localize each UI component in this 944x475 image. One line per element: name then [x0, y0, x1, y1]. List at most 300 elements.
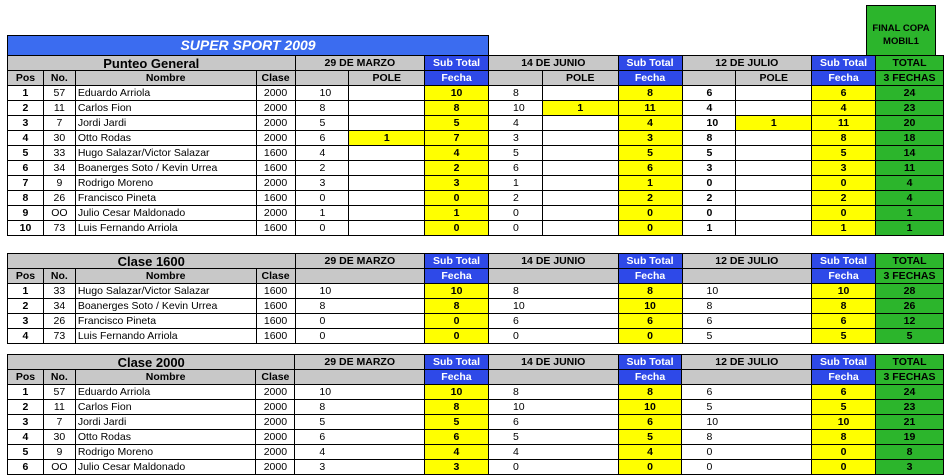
table-row [8, 221, 944, 236]
race-points-cell: 6 [682, 314, 812, 329]
car-number-cell: 11 [43, 101, 75, 116]
pole-cell [542, 116, 618, 131]
pole-cell [349, 146, 425, 161]
subtotal-header: Sub Total [618, 355, 682, 370]
pole-cell [349, 116, 425, 131]
table-row [8, 131, 944, 146]
date-header: 14 DE JUNIO [489, 56, 619, 71]
driver-name-cell: Luis Fernando Arriola [75, 221, 256, 236]
driver-name-cell: Jordi Jardi [75, 415, 256, 430]
driver-name-cell: Francisco Pineta [75, 314, 256, 329]
pole-cell [349, 176, 425, 191]
position-cell: 2 [8, 101, 44, 116]
class-cell: 2000 [256, 101, 295, 116]
name-header: Nombre [75, 71, 256, 86]
subtotal-cell: 4 [425, 146, 489, 161]
subtotal-cell: 3 [812, 161, 876, 176]
class-cell: 1600 [256, 161, 295, 176]
driver-name-cell: Eduardo Arriola [75, 385, 256, 400]
subtotal-cell: 8 [618, 86, 682, 101]
pos-header: Pos [8, 370, 44, 385]
pole-cell: 1 [349, 131, 425, 146]
subtotal-cell: 3 [425, 460, 489, 475]
pole-cell [542, 146, 618, 161]
total-cell: 20 [875, 116, 943, 131]
race-points-cell: 6 [295, 430, 425, 445]
total-cell: 21 [876, 415, 944, 430]
fecha-header: Fecha [425, 269, 489, 284]
pole-cell [349, 206, 425, 221]
subtotal-cell: 0 [618, 206, 682, 221]
subtotal-cell: 2 [425, 161, 489, 176]
fecha-header: Fecha [618, 269, 682, 284]
table-row [8, 161, 944, 176]
race-points-cell: 0 [295, 314, 425, 329]
class-header: Clase [256, 370, 295, 385]
subtotal-header: Sub Total [618, 56, 682, 71]
section-heading: Clase 2000 [8, 355, 295, 370]
car-number-cell: 73 [43, 329, 75, 344]
race-points-cell: 10 [295, 86, 349, 101]
driver-name-cell: Rodrigo Moreno [75, 445, 256, 460]
pole-cell: 1 [736, 116, 812, 131]
table-row [8, 86, 944, 101]
pole-cell [736, 221, 812, 236]
position-cell: 6 [8, 161, 44, 176]
car-number-cell: OO [43, 460, 75, 475]
class-cell: 2000 [256, 116, 295, 131]
race-points-cell: 0 [489, 206, 543, 221]
subtotal-cell: 10 [618, 299, 682, 314]
subtotal-header: Sub Total [812, 56, 876, 71]
race-points-cell: 8 [488, 385, 618, 400]
race-points-cell: 0 [682, 206, 736, 221]
pole-cell [349, 161, 425, 176]
subtotal-cell: 5 [618, 430, 682, 445]
class-cell: 1600 [256, 284, 295, 299]
race-points-cell: 0 [488, 460, 618, 475]
position-cell: 2 [8, 400, 44, 415]
subtotal-cell: 5 [425, 415, 489, 430]
subtotal-cell: 4 [812, 101, 876, 116]
total-header: TOTAL [876, 355, 944, 370]
subtotal-cell: 1 [618, 176, 682, 191]
subtotal-cell: 3 [425, 176, 489, 191]
subtotal-cell: 11 [812, 116, 876, 131]
car-number-cell: 26 [43, 314, 75, 329]
car-number-cell: 33 [43, 146, 75, 161]
subtotal-cell: 4 [618, 116, 682, 131]
race-points-cell: 0 [682, 460, 812, 475]
subtotal-header: Sub Total [425, 254, 489, 269]
class-cell: 2000 [256, 86, 295, 101]
driver-name-cell: Rodrigo Moreno [75, 176, 256, 191]
subtotal-cell: 6 [618, 314, 682, 329]
class-cell: 2000 [256, 206, 295, 221]
pole-cell [736, 101, 812, 116]
class-header: Clase [256, 71, 295, 86]
race-points-cell: 10 [682, 116, 736, 131]
class-1600-table [7, 253, 944, 344]
total-header: TOTAL [875, 56, 943, 71]
total-cell: 23 [876, 400, 944, 415]
date-header: 29 DE MARZO [295, 56, 425, 71]
subtotal-cell: 10 [812, 415, 876, 430]
pos-header: Pos [8, 71, 44, 86]
subtotal-header: Sub Total [618, 254, 682, 269]
table-row [8, 116, 944, 131]
position-cell: 3 [8, 314, 44, 329]
pole-cell: 1 [542, 101, 618, 116]
final-copa-label: FINAL COPA [872, 23, 930, 34]
class-cell: 2000 [256, 445, 295, 460]
race-points-cell: 0 [295, 329, 425, 344]
race-points-cell: 5 [682, 400, 812, 415]
car-number-cell: 57 [43, 385, 75, 400]
total-cell: 12 [875, 314, 943, 329]
subtotal-cell: 6 [812, 314, 876, 329]
subtotal-cell: 1 [425, 206, 489, 221]
total-cell: 5 [875, 329, 943, 344]
date-header: 14 DE JUNIO [489, 254, 619, 269]
tres-fechas-header: 3 FECHAS [876, 370, 944, 385]
total-cell: 23 [875, 101, 943, 116]
total-cell: 1 [875, 206, 943, 221]
class-cell: 1600 [256, 299, 295, 314]
pole-cell [542, 86, 618, 101]
table-row [8, 101, 944, 116]
pole-cell [542, 191, 618, 206]
subtotal-header: Sub Total [425, 56, 489, 71]
race-points-cell: 0 [682, 176, 736, 191]
car-number-cell: 7 [43, 116, 75, 131]
race-points-cell: 10 [682, 415, 812, 430]
position-cell: 3 [8, 415, 44, 430]
pole-cell [542, 161, 618, 176]
fecha-header: Fecha [425, 370, 489, 385]
pole-header: POLE [736, 71, 812, 86]
driver-name-cell: Otto Rodas [75, 131, 256, 146]
total-cell: 24 [875, 86, 943, 101]
total-cell: 19 [876, 430, 944, 445]
driver-name-cell: Hugo Salazar/Victor Salazar [75, 284, 256, 299]
subtotal-cell: 0 [618, 460, 682, 475]
race-points-cell: 1 [489, 176, 543, 191]
total-header: TOTAL [875, 254, 943, 269]
subtotal-cell: 5 [812, 329, 876, 344]
race-points-cell: 5 [682, 329, 812, 344]
race-points-cell: 0 [295, 221, 349, 236]
pole-cell [736, 176, 812, 191]
section-heading: Punteo General [8, 56, 296, 71]
total-cell: 8 [876, 445, 944, 460]
race-points-cell: 8 [489, 284, 619, 299]
fecha-header: Fecha [425, 71, 489, 86]
subtotal-cell: 0 [425, 314, 489, 329]
date-header: 12 DE JULIO [682, 56, 812, 71]
tres-fechas-header: 3 FECHAS [875, 269, 943, 284]
mobil1-label: MOBIL1 [883, 36, 919, 47]
pole-cell [736, 86, 812, 101]
subtotal-cell: 1 [812, 221, 876, 236]
race-points-cell: 8 [682, 131, 736, 146]
race-points-cell: 6 [295, 131, 349, 146]
subtotal-cell: 8 [425, 101, 489, 116]
subtotal-cell: 0 [812, 460, 876, 475]
subtotal-cell: 6 [812, 86, 876, 101]
position-cell: 4 [8, 329, 44, 344]
subtotal-cell: 2 [618, 191, 682, 206]
total-cell: 4 [875, 176, 943, 191]
pole-header: POLE [542, 71, 618, 86]
pole-cell [736, 191, 812, 206]
race-points-cell: 8 [295, 299, 425, 314]
class-cell: 1600 [256, 191, 295, 206]
pole-cell [349, 221, 425, 236]
fecha-header: Fecha [812, 71, 876, 86]
subtotal-header: Sub Total [812, 254, 876, 269]
class-cell: 1600 [256, 221, 295, 236]
fecha-header: Fecha [618, 71, 682, 86]
pole-cell [349, 86, 425, 101]
race-points-cell: 10 [295, 284, 425, 299]
subtotal-cell: 3 [618, 131, 682, 146]
car-number-cell: 34 [43, 161, 75, 176]
subtotal-cell: 4 [618, 445, 682, 460]
race-points-cell: 4 [295, 146, 349, 161]
subtotal-cell: 10 [618, 400, 682, 415]
race-points-cell: 5 [488, 430, 618, 445]
subtotal-cell: 0 [618, 329, 682, 344]
driver-name-cell: Luis Fernando Arriola [75, 329, 256, 344]
car-number-cell: 9 [43, 445, 75, 460]
name-header: Nombre [75, 370, 256, 385]
subtotal-header: Sub Total [812, 355, 876, 370]
position-cell: 1 [8, 86, 44, 101]
race-points-cell: 8 [295, 101, 349, 116]
class-cell: 1600 [256, 329, 295, 344]
car-number-cell: 30 [43, 430, 75, 445]
pole-cell [542, 176, 618, 191]
class-cell: 2000 [256, 400, 295, 415]
total-cell: 3 [876, 460, 944, 475]
race-points-cell: 4 [488, 445, 618, 460]
subtotal-header: Sub Total [425, 355, 489, 370]
subtotal-cell: 8 [812, 131, 876, 146]
race-points-cell: 3 [295, 460, 425, 475]
subtotal-cell: 0 [812, 176, 876, 191]
race-points-cell: 4 [682, 101, 736, 116]
no-header: No. [43, 269, 75, 284]
total-cell: 11 [875, 161, 943, 176]
race-points-cell: 0 [489, 221, 543, 236]
position-cell: 4 [8, 131, 44, 146]
table-row [8, 415, 944, 430]
subtotal-cell: 0 [425, 221, 489, 236]
total-cell: 18 [875, 131, 943, 146]
position-cell: 1 [8, 284, 44, 299]
subtotal-cell: 6 [425, 430, 489, 445]
table-row [8, 146, 944, 161]
subtotal-cell: 7 [425, 131, 489, 146]
position-cell: 7 [8, 176, 44, 191]
subtotal-cell: 8 [618, 385, 682, 400]
driver-name-cell: Hugo Salazar/Victor Salazar [75, 146, 256, 161]
subtotal-cell: 0 [425, 329, 489, 344]
subtotal-cell: 8 [618, 284, 682, 299]
car-number-cell: 11 [43, 400, 75, 415]
table-row [8, 460, 944, 475]
race-points-cell: 1 [682, 221, 736, 236]
no-header: No. [43, 370, 75, 385]
subtotal-cell: 10 [425, 86, 489, 101]
race-points-cell: 2 [682, 191, 736, 206]
car-number-cell: 57 [43, 86, 75, 101]
subtotal-cell: 8 [812, 299, 876, 314]
subtotal-cell: 10 [812, 284, 876, 299]
table-row [8, 206, 944, 221]
table-row [8, 284, 944, 299]
total-cell: 14 [875, 146, 943, 161]
class-cell: 2000 [256, 415, 295, 430]
pole-header: POLE [349, 71, 425, 86]
subtotal-cell: 0 [618, 221, 682, 236]
race-points-cell: 6 [682, 385, 812, 400]
race-points-cell: 6 [489, 314, 619, 329]
driver-name-cell: Francisco Pineta [75, 191, 256, 206]
race-points-cell: 4 [489, 116, 543, 131]
car-number-cell: 9 [43, 176, 75, 191]
class-cell: 2000 [256, 430, 295, 445]
subtotal-cell: 0 [425, 191, 489, 206]
driver-name-cell: Eduardo Arriola [75, 86, 256, 101]
car-number-cell: 26 [43, 191, 75, 206]
page-title: SUPER SPORT 2009 [8, 36, 489, 56]
driver-name-cell: Carlos Fion [75, 400, 256, 415]
tres-fechas-header: 3 FECHAS [875, 71, 943, 86]
no-header: No. [43, 71, 75, 86]
race-points-cell: 3 [682, 161, 736, 176]
race-points-cell: 2 [295, 161, 349, 176]
position-cell: 1 [8, 385, 44, 400]
pos-header: Pos [8, 269, 44, 284]
subtotal-cell: 5 [812, 146, 876, 161]
date-header: 29 DE MARZO [295, 355, 425, 370]
race-points-cell: 10 [488, 400, 618, 415]
fecha-header: Fecha [812, 269, 876, 284]
table-row [8, 191, 944, 206]
race-points-cell: 6 [488, 415, 618, 430]
position-cell: 10 [8, 221, 44, 236]
position-cell: 5 [8, 146, 44, 161]
pole-cell [542, 206, 618, 221]
subtotal-cell: 8 [812, 430, 876, 445]
race-points-cell: 10 [489, 299, 619, 314]
subtotal-cell: 8 [425, 299, 489, 314]
car-number-cell: 73 [43, 221, 75, 236]
race-points-cell: 0 [489, 329, 619, 344]
race-points-cell: 8 [682, 299, 812, 314]
position-cell: 5 [8, 445, 44, 460]
class-cell: 2000 [256, 131, 295, 146]
subtotal-cell: 10 [425, 385, 489, 400]
table-row [8, 400, 944, 415]
car-number-cell: OO [43, 206, 75, 221]
subtotal-cell: 6 [618, 161, 682, 176]
subtotal-cell: 4 [425, 445, 489, 460]
total-cell: 4 [875, 191, 943, 206]
race-points-cell: 2 [489, 191, 543, 206]
race-points-cell: 5 [295, 116, 349, 131]
pole-cell [349, 101, 425, 116]
class-header: Clase [256, 269, 295, 284]
driver-name-cell: Jordi Jardi [75, 116, 256, 131]
subtotal-cell: 5 [425, 116, 489, 131]
race-points-cell: 0 [682, 445, 812, 460]
date-header: 29 DE MARZO [295, 254, 425, 269]
car-number-cell: 30 [43, 131, 75, 146]
date-header: 14 DE JUNIO [488, 355, 618, 370]
race-points-cell: 8 [682, 430, 812, 445]
driver-name-cell: Boanerges Soto / Kevin Urrea [75, 161, 256, 176]
race-points-cell: 10 [295, 385, 425, 400]
race-points-cell: 1 [295, 206, 349, 221]
position-cell: 8 [8, 191, 44, 206]
total-cell: 24 [876, 385, 944, 400]
class-cell: 2000 [256, 460, 295, 475]
race-points-cell: 10 [682, 284, 812, 299]
position-cell: 4 [8, 430, 44, 445]
car-number-cell: 33 [43, 284, 75, 299]
pole-cell [349, 191, 425, 206]
car-number-cell: 34 [43, 299, 75, 314]
subtotal-cell: 0 [812, 206, 876, 221]
pole-cell [736, 161, 812, 176]
total-cell: 26 [875, 299, 943, 314]
pole-cell [736, 206, 812, 221]
table-row [8, 176, 944, 191]
driver-name-cell: Boanerges Soto / Kevin Urrea [75, 299, 256, 314]
race-points-cell: 6 [489, 161, 543, 176]
driver-name-cell: Julio Cesar Maldonado [75, 206, 256, 221]
subtotal-cell: 6 [812, 385, 876, 400]
race-points-cell: 6 [682, 86, 736, 101]
race-points-cell: 5 [489, 146, 543, 161]
table-row [8, 314, 944, 329]
position-cell: 2 [8, 299, 44, 314]
section-heading: Clase 1600 [8, 254, 296, 269]
fecha-header: Fecha [812, 370, 876, 385]
name-header: Nombre [75, 269, 256, 284]
position-cell: 3 [8, 116, 44, 131]
total-cell: 1 [875, 221, 943, 236]
subtotal-cell: 0 [812, 445, 876, 460]
table-row [8, 430, 944, 445]
total-cell: 28 [875, 284, 943, 299]
pole-cell [542, 221, 618, 236]
position-cell: 6 [8, 460, 44, 475]
date-header: 12 DE JULIO [682, 254, 812, 269]
subtotal-cell: 11 [618, 101, 682, 116]
general-standings-table [7, 35, 944, 236]
driver-name-cell: Otto Rodas [75, 430, 256, 445]
subtotal-cell: 5 [812, 400, 876, 415]
date-header: 12 DE JULIO [682, 355, 812, 370]
driver-name-cell: Carlos Fion [75, 101, 256, 116]
pole-cell [736, 146, 812, 161]
table-row [8, 445, 944, 460]
position-cell: 9 [8, 206, 44, 221]
